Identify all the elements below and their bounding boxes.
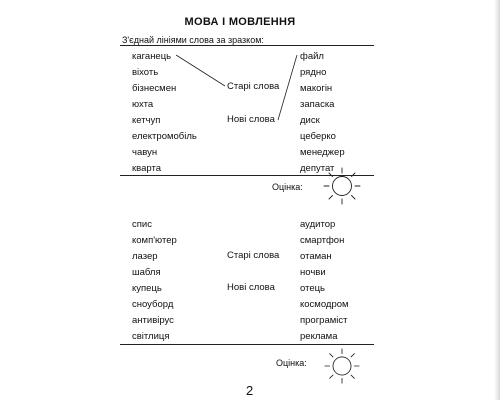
s1-left-word: каганець bbox=[132, 51, 172, 62]
example-line-right bbox=[278, 55, 297, 120]
page-number: 2 bbox=[246, 383, 254, 398]
s1-left-word: віхоть bbox=[132, 67, 159, 78]
s2-left-word: лазер bbox=[132, 251, 158, 262]
s2-right-word: реклама bbox=[300, 331, 338, 342]
s1-right-word: цеберко bbox=[300, 131, 336, 142]
s1-left-word: бізнесмен bbox=[132, 83, 177, 94]
sun-icon bbox=[322, 166, 362, 206]
s1-right-word: запаска bbox=[300, 99, 335, 110]
s2-new-words-label: Нові слова bbox=[227, 282, 275, 293]
s1-new-words-label: Нові слова bbox=[227, 114, 275, 125]
s1-left-word: кетчуп bbox=[132, 115, 161, 126]
s1-right-word: депутат bbox=[300, 163, 335, 174]
section2-divider bbox=[120, 344, 374, 345]
s2-left-word: сноуборд bbox=[132, 299, 174, 310]
s1-score-label: Оцінка: bbox=[272, 182, 303, 192]
s2-right-word: програміст bbox=[300, 315, 348, 326]
s1-right-word: менеджер bbox=[300, 147, 345, 158]
s2-left-word: купець bbox=[132, 283, 162, 294]
s2-left-word: комп'ютер bbox=[132, 235, 177, 246]
s2-old-words-label: Старі слова bbox=[227, 250, 280, 261]
s2-right-word: космодром bbox=[300, 299, 349, 310]
instruction-underline bbox=[120, 45, 374, 46]
s2-right-word: аудитор bbox=[300, 219, 336, 230]
s1-left-word: юхта bbox=[132, 99, 154, 110]
s2-right-word: отаман bbox=[300, 251, 332, 262]
s2-left-word: антивірус bbox=[132, 315, 174, 326]
s2-score-label: Оцінка: bbox=[276, 358, 307, 368]
s1-old-words-label: Старі слова bbox=[227, 81, 280, 92]
s1-right-word: макогін bbox=[300, 83, 333, 94]
s1-left-word: кварта bbox=[132, 163, 161, 174]
s2-right-word: ночви bbox=[300, 267, 326, 278]
s2-left-word: шабля bbox=[132, 267, 161, 278]
s1-right-word: диск bbox=[300, 115, 320, 126]
s1-right-word: файл bbox=[300, 51, 324, 62]
s1-left-word: електромобіль bbox=[132, 131, 197, 142]
s2-left-word: спис bbox=[132, 219, 152, 230]
s1-left-word: чавун bbox=[132, 147, 158, 158]
s1-right-word: рядно bbox=[300, 67, 327, 78]
s2-left-word: світлиця bbox=[132, 331, 170, 342]
sun-icon bbox=[323, 347, 361, 385]
example-line-left bbox=[176, 55, 225, 86]
s2-right-word: отець bbox=[300, 283, 325, 294]
instruction-text: З'єднай лініями слова за зразком: bbox=[122, 35, 264, 45]
worksheet-title: МОВА І МОВЛЕННЯ bbox=[184, 16, 296, 28]
s2-right-word: смартфон bbox=[300, 235, 345, 246]
